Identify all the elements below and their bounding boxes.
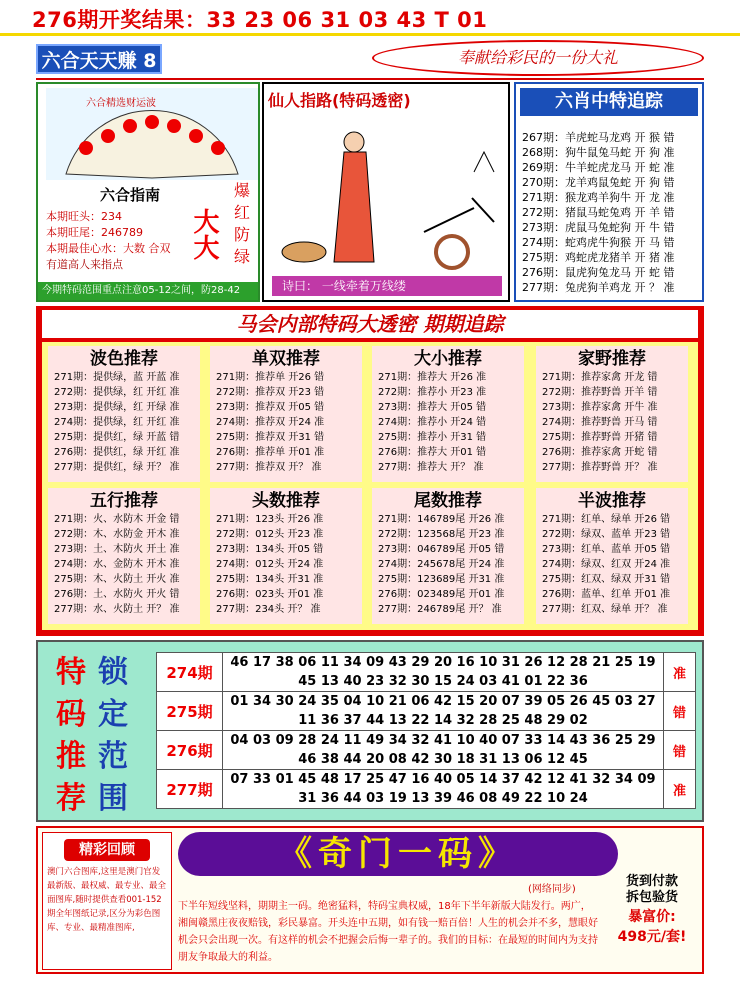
fairy-illustration [274, 112, 500, 272]
numbers-cell: 46 17 38 06 11 34 09 43 29 20 16 10 31 26 12 28 21 25 19 45 13 40 23 32 30 15 24 03 41 01 22 36 [223, 653, 664, 692]
card-size [372, 346, 524, 482]
draw-result: 276期开奖结果：33 23 06 31 03 43 T 01 [32, 8, 488, 32]
zodiac-tracker [514, 82, 704, 302]
best-pick: 本期最佳心水：大数 合双 [46, 242, 171, 255]
list-item: 276期：推荐家禽 开蛇 错 [542, 447, 658, 458]
list-item: 274期：提供绿，红 开红 准 [54, 417, 180, 428]
list-item: 275期：134头 开31 准 [216, 574, 324, 585]
guide-title: 六合指南 [99, 186, 160, 204]
list-item: 275期：鸡蛇虎龙猪羊 开 猪 准 [522, 251, 675, 264]
lock-side-label: 特码推荐 [56, 655, 86, 816]
list-item: 271期：推荐单 开26 错 [216, 372, 325, 383]
list-item: 276期：推荐单 开01 准 [216, 447, 325, 458]
numbers-cell: 07 33 01 45 48 17 25 47 16 40 05 14 37 42 12 41 32 34 09 31 36 44 03 19 13 39 46 08 49 22 10 24 [223, 770, 664, 809]
list-item: 273期：红单、蓝单 开05 错 [542, 544, 671, 555]
list-item: 269期：牛羊蛇虎龙马 开 蛇 准 [522, 161, 675, 174]
table-row [157, 731, 696, 770]
cod-label: 货到付款 [625, 874, 678, 889]
numbers-cell: 04 03 09 28 24 11 49 34 32 41 10 40 07 33 14 43 36 25 29 46 38 44 20 08 42 30 18 31 13 06 12 45 [223, 731, 664, 770]
table-row [157, 653, 696, 692]
review-box [42, 832, 172, 970]
card-title: 半波推荐 [578, 491, 646, 511]
list-item: 271期：猴龙鸡羊狗牛 开 龙 准 [522, 191, 675, 204]
qimen-banner: 《奇门一码》 [178, 832, 618, 876]
list-item: 274期：245678尾 开24 准 [378, 559, 505, 570]
inspect-label: 拆包验货 [625, 890, 678, 905]
zodiac-title: 六肖中特追踪 [520, 88, 698, 116]
list-item: 273期：推荐家禽 开牛 准 [542, 402, 658, 413]
list-item: 277期：水、火防土 开？ 准 [54, 604, 180, 615]
fan-icon [46, 88, 258, 180]
list-item: 274期：绿双、红双 开24 准 [542, 559, 671, 570]
list-item: 272期：推荐小 开23 准 [378, 387, 487, 398]
fairy-title: 仙人指路(特码透密) [268, 91, 411, 110]
list-item: 276期：鼠虎狗兔龙马 开 蛇 错 [522, 266, 675, 279]
numbers-cell: 01 34 30 24 35 04 10 21 06 42 15 20 07 39 05 26 45 03 27 11 36 37 44 13 22 14 32 28 25 48 29 02 [223, 692, 664, 731]
promo-body: 下半年短线坚料，期期主一码。绝密猛料，特码宝典权威，18年下半年新版大陆发行。两广，湘闽赣黑庄夜夜赔钱，彩民暴富。开头连中五期，如有钱一赔百倍！人生的机会并不多，慧眼好机会只会出现一次。有这样的机会不把握会后悔一辈子的。我们的目标：在最短的时间内为支持朋友争取最大的利益。 [178, 901, 598, 963]
card-odd-even [210, 346, 362, 482]
list-item: 273期：土、木防火 开土 准 [54, 544, 180, 555]
list-item: 273期：134头 开05 错 [216, 544, 324, 555]
period-cell: 276期 [157, 731, 223, 770]
table-row [157, 692, 696, 731]
list-item: 268期：狗牛鼠兔马蛇 开 狗 准 [522, 146, 675, 159]
fairy-panel [262, 82, 510, 302]
list-item: 273期：046789尾 开05 错 [378, 544, 505, 555]
section-banner: 马会内部特码大透密 期期追踪 [42, 310, 698, 338]
price-box [606, 874, 698, 970]
result-cell: 准 [664, 653, 696, 692]
list-item: 271期：123头 开26 准 [216, 514, 324, 525]
header-bar [0, 0, 740, 36]
list-item: 272期：提供绿，红 开红 准 [54, 387, 180, 398]
list-item: 271期：火、水防木 开金 错 [54, 514, 180, 525]
list-item: 274期：推荐野兽 开马 错 [542, 417, 658, 428]
list-item: 275期：推荐双 开31 错 [216, 432, 325, 443]
card-title: 家野推荐 [578, 349, 646, 369]
guide-panel [36, 82, 260, 302]
list-item: 277期：提供红，绿 开？ 准 [54, 462, 180, 473]
result-cell: 错 [664, 692, 696, 731]
lock-range-section [36, 640, 704, 822]
promo-section [36, 826, 704, 974]
list-item: 273期：推荐双 开05 错 [216, 402, 325, 413]
hot-head: 本期旺头：234 [46, 210, 122, 223]
card-title: 单双推荐 [252, 349, 320, 369]
big-mark: 大大 [189, 208, 219, 260]
card-title: 波色推荐 [90, 349, 158, 369]
review-text: 澳门六合图库,这里是澳门官发最新版、最权威、最专业、最全面图库,随时提供查看001-152期全年图纸记录,区分为彩色图库、专业、最精准图库, [47, 867, 167, 933]
card-tail [372, 488, 524, 624]
lock-table [156, 652, 696, 809]
price-value: 498元/套! [617, 929, 687, 945]
list-item: 271期：推荐大 开26 准 [378, 372, 487, 383]
list-item: 267期：羊虎蛇马龙鸡 开 猴 错 [522, 131, 675, 144]
lock-side-label-2: 锁定范围 [98, 655, 128, 816]
list-item: 275期：提供红，绿 开蓝 错 [54, 432, 180, 443]
list-item: 271期：红单、绿单 开26 错 [542, 514, 671, 525]
list-item: 273期：推荐大 开05 错 [378, 402, 487, 413]
brand-badge: 六合天天赚 8 [36, 44, 162, 74]
card-head [210, 488, 362, 624]
list-item: 274期：推荐小 开24 错 [378, 417, 487, 428]
source-note: (网络同步) [528, 884, 576, 895]
period-cell: 277期 [157, 770, 223, 809]
period-cell: 275期 [157, 692, 223, 731]
list-item: 276期：土、水防火 开火 错 [54, 589, 180, 600]
hot-tail: 本期旺尾：246789 [46, 226, 143, 239]
list-item: 274期：推荐双 开24 准 [216, 417, 325, 428]
price-label: 暴富价: [628, 909, 676, 925]
list-item: 274期：012头 开24 准 [216, 559, 324, 570]
list-item: 277期：推荐双 开？ 准 [216, 462, 322, 473]
period-cell: 274期 [157, 653, 223, 692]
table-row [157, 770, 696, 809]
recommend-section [36, 306, 704, 636]
list-item: 276期：推荐大 开01 错 [378, 447, 487, 458]
list-item: 275期：木、火防土 开火 准 [54, 574, 180, 585]
list-item: 273期：提供绿，红 开绿 准 [54, 402, 180, 413]
slogan: 奉献给彩民的一份大礼 [372, 40, 704, 76]
list-item: 272期：木、水防金 开木 准 [54, 529, 180, 540]
list-item: 276期：蓝单、红单 开01 准 [542, 589, 671, 600]
card-title: 大小推荐 [414, 349, 482, 369]
recommend-grid [42, 342, 698, 630]
list-item: 275期：红双、绿双 开31 错 [542, 574, 671, 585]
list-item: 277期：红双、绿单 开？ 准 [542, 604, 668, 615]
list-item: 272期：推荐双 开23 错 [216, 387, 325, 398]
list-item: 275期：推荐小 开31 错 [378, 432, 487, 443]
list-item: 272期：绿双、蓝单 开23 错 [542, 529, 671, 540]
list-item: 271期：提供绿，蓝 开蓝 准 [54, 372, 180, 383]
list-item: 276期：提供红，绿 开红 准 [54, 447, 180, 458]
card-domestic [536, 346, 688, 482]
card-title: 尾数推荐 [414, 491, 482, 511]
card-title: 头数推荐 [252, 491, 320, 511]
list-item: 277期：推荐大 开？ 准 [378, 462, 484, 473]
list-item: 276期：023489尾 开01 准 [378, 589, 505, 600]
result-cell: 准 [664, 770, 696, 809]
list-item: 276期：023头 开01 准 [216, 589, 324, 600]
list-item: 277期：推荐野兽 开？ 准 [542, 462, 658, 473]
list-item: 270期：龙羊鸡鼠兔蛇 开 狗 错 [522, 176, 675, 189]
range-tip: 今期特码范围重点注意05-12之间，防28-42 [38, 282, 258, 300]
svg-text:六合精选财运波: 六合精选财运波 [86, 98, 156, 109]
list-item: 272期：123568尾 开23 准 [378, 529, 505, 540]
list-item: 275期：123689尾 开31 准 [378, 574, 505, 585]
divider [36, 78, 704, 80]
tip-line: 有道高人来指点 [46, 258, 123, 271]
card-elements [48, 488, 200, 624]
list-item: 277期：兔虎狗羊鸡龙 开 ？ 准 [522, 281, 675, 294]
list-item: 274期：水、金防木 开木 准 [54, 559, 180, 570]
card-color [48, 346, 200, 482]
list-item: 271期：146789尾 开26 准 [378, 514, 505, 525]
result-cell: 错 [664, 731, 696, 770]
list-item: 277期：246789尾 开？ 准 [378, 604, 502, 615]
list-item: 271期：推荐家禽 开龙 错 [542, 372, 658, 383]
list-item: 273期：虎鼠马兔蛇狗 开 牛 错 [522, 221, 675, 234]
list-item: 272期：012头 开23 准 [216, 529, 324, 540]
list-item: 274期：蛇鸡虎牛狗猴 开 马 错 [522, 236, 675, 249]
list-item: 272期：推荐野兽 开羊 错 [542, 387, 658, 398]
fan-graphic [46, 88, 258, 180]
boom-text: 爆红防绿 [234, 181, 251, 266]
poem-caption: 诗曰： 一线牵着万线缕 [272, 276, 502, 296]
card-title: 五行推荐 [90, 491, 158, 511]
list-item: 277期：234头 开？ 准 [216, 604, 321, 615]
card-half-wave [536, 488, 688, 624]
list-item: 272期：猪鼠马蛇兔鸡 开 羊 错 [522, 206, 675, 219]
list-item: 275期：推荐野兽 开猪 错 [542, 432, 658, 443]
review-title: 精彩回顾 [64, 839, 150, 861]
